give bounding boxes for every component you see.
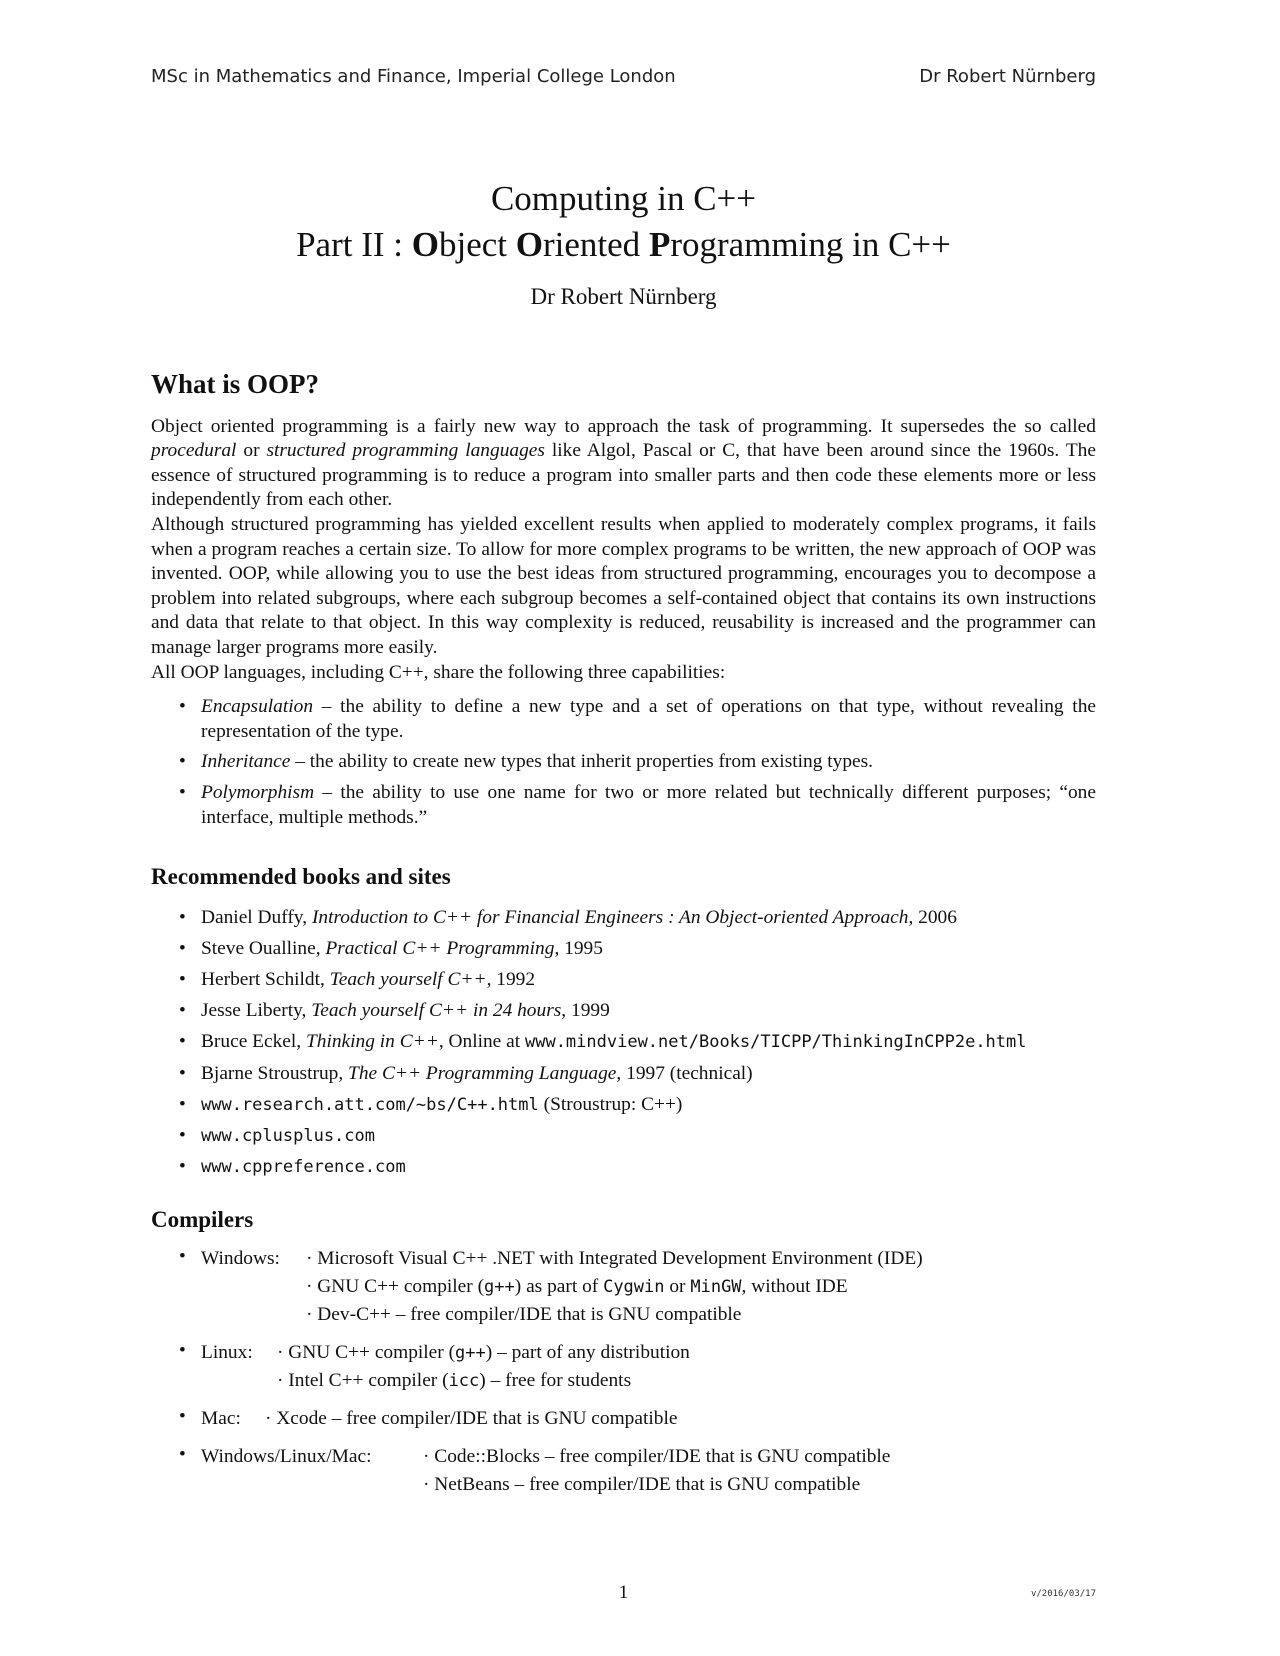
version-stamp: v/2016/03/17 bbox=[1030, 1589, 1096, 1599]
book-title: Introduction to C++ for Financial Engineers : An Object-oriented Approach bbox=[311, 906, 909, 928]
code: Cygwin bbox=[603, 1276, 665, 1297]
book-author: Bjarne Stroustrup, bbox=[201, 1062, 349, 1084]
text: , without IDE bbox=[741, 1275, 848, 1297]
title-bject: bject bbox=[438, 225, 516, 264]
paragraph-2: Although structured programming has yielded excellent results when applied to moderately complex programs, it fails when a program reaches a certain size. To allow for more complex programs to be written, the new approach of OOP was invented. OOP, while allowing you to use the best ideas from structured programming, encourages you to decompose a problem into related subgroups, where each subgroup becomes a self-contained object that contains its own instructions and data that relate to that object. In this way complexity is reduced, reusability is increased and the programmer can manage larger programs more easily. bbox=[151, 513, 1096, 658]
text: ) – free for students bbox=[479, 1369, 632, 1391]
list-item bbox=[151, 995, 1096, 1026]
text: like Algol, Pascal or C, that have been around since the 1960s. The essence of structured programming is to reduce a program into smaller parts and then code these elements more or less independently from each other. bbox=[151, 440, 1096, 511]
title-rogramming: rogramming in C++ bbox=[670, 225, 951, 264]
text: or bbox=[664, 1275, 691, 1297]
book-title: Teach yourself C++ bbox=[329, 969, 487, 991]
text: · GNU C++ compiler ( bbox=[306, 1275, 485, 1297]
book-title: Thinking in C++ bbox=[305, 1031, 439, 1053]
platform-label: • Linux: bbox=[201, 1341, 253, 1363]
book-title: The C++ Programming Language bbox=[348, 1062, 617, 1084]
option: · Dev-C++ – free compiler/IDE that is GNU compatible bbox=[306, 1303, 742, 1325]
author: Dr Robert Nürnberg bbox=[530, 284, 717, 309]
term: Polymorphism bbox=[201, 781, 315, 803]
compilers-list bbox=[151, 1245, 1096, 1499]
page-number: 1 bbox=[618, 1582, 629, 1603]
options bbox=[265, 1405, 677, 1433]
section-books bbox=[151, 865, 1096, 1182]
site-url[interactable]: www.cplusplus.com bbox=[201, 1126, 375, 1146]
options bbox=[423, 1443, 890, 1499]
list-item bbox=[151, 1026, 1096, 1057]
title-block bbox=[151, 176, 1096, 310]
description: – the ability to create new types that inherit properties from existing types. bbox=[290, 751, 874, 773]
code: MinGW bbox=[690, 1276, 742, 1297]
paragraph-1 bbox=[151, 415, 1096, 513]
title-line-2 bbox=[151, 222, 1096, 268]
text: or bbox=[236, 440, 267, 462]
document-page bbox=[151, 0, 1096, 1656]
list-item bbox=[151, 1151, 1096, 1182]
title-prefix: Part II : bbox=[296, 225, 412, 264]
title-o1: O bbox=[411, 225, 439, 264]
text: · GNU C++ compiler ( bbox=[277, 1341, 456, 1363]
options bbox=[306, 1245, 923, 1329]
section-heading: Recommended books and sites bbox=[151, 864, 451, 890]
option bbox=[277, 1339, 690, 1367]
book-year: , 1997 (technical) bbox=[616, 1062, 753, 1084]
list-item bbox=[151, 964, 1096, 995]
term: Inheritance bbox=[201, 751, 291, 773]
book-url[interactable]: www.mindview.net/Books/TICPP/ThinkingInCPP2e.html bbox=[524, 1032, 1027, 1053]
section-compilers bbox=[151, 1208, 1096, 1499]
option: · NetBeans – free compiler/IDE that is GNU compatible bbox=[423, 1473, 861, 1495]
site-note: (Stroustrup: C++) bbox=[538, 1093, 683, 1115]
site-url[interactable]: www.cppreference.com bbox=[201, 1157, 406, 1178]
list-item bbox=[151, 750, 1096, 775]
title-p: P bbox=[648, 225, 671, 264]
book-year: , 1995 bbox=[554, 937, 603, 959]
book-author: Jesse Liberty, bbox=[201, 1000, 312, 1022]
list-item bbox=[151, 902, 1096, 933]
header-right: Dr Robert Nürnberg bbox=[919, 66, 1096, 87]
list-item-mac bbox=[151, 1405, 1096, 1433]
section-heading: Compilers bbox=[151, 1207, 254, 1233]
running-header bbox=[151, 66, 1096, 87]
document-body bbox=[151, 369, 1096, 1509]
capabilities-list bbox=[151, 695, 1096, 830]
paragraph-3: All OOP languages, including C++, share the following three capabilities: bbox=[151, 661, 726, 683]
book-author: Daniel Duffy, bbox=[201, 906, 312, 928]
book-author: Steve Oualline, bbox=[201, 937, 326, 959]
book-year: , 2006 bbox=[908, 906, 957, 928]
list-item-linux bbox=[151, 1339, 1096, 1395]
list-item-all-platforms bbox=[151, 1443, 1096, 1499]
site-url[interactable]: www.research.att.com/~bs/C++.html bbox=[201, 1094, 539, 1115]
title-riented: riented bbox=[543, 225, 649, 264]
text: Object oriented programming is a fairly new way to approach the task of programming. It supersedes the so called bbox=[151, 415, 1096, 437]
options bbox=[277, 1339, 690, 1395]
book-author: Bruce Eckel, bbox=[201, 1031, 306, 1053]
list-item bbox=[151, 1058, 1096, 1089]
code: g++ bbox=[484, 1276, 515, 1297]
list-item bbox=[151, 695, 1096, 744]
section-heading: What is OOP? bbox=[151, 369, 320, 399]
platform-label: • Mac: bbox=[201, 1407, 241, 1429]
section-what-is-oop bbox=[151, 369, 1096, 830]
text: ) – part of any distribution bbox=[485, 1341, 690, 1363]
code: g++ bbox=[455, 1342, 486, 1363]
books-list bbox=[151, 902, 1096, 1183]
code: icc bbox=[448, 1370, 480, 1391]
option bbox=[306, 1273, 923, 1301]
list-item-windows bbox=[151, 1245, 1096, 1329]
option: · Microsoft Visual C++ .NET with Integrated Development Environment (IDE) bbox=[306, 1247, 923, 1269]
platform-label: • Windows: bbox=[201, 1247, 280, 1269]
list-item bbox=[151, 933, 1096, 964]
option: · Code::Blocks – free compiler/IDE that is GNU compatible bbox=[423, 1445, 891, 1467]
emphasis: structured programming languages bbox=[266, 440, 545, 462]
list-item bbox=[151, 1120, 1096, 1151]
book-year: , 1999 bbox=[561, 1000, 610, 1022]
option bbox=[277, 1367, 690, 1395]
description: – the ability to define a new type and a set of operations on that type, without revealing the representation of the type. bbox=[201, 696, 1096, 742]
header-left: MSc in Mathematics and Finance, Imperial College London bbox=[151, 66, 676, 87]
book-author: Herbert Schildt, bbox=[201, 969, 330, 991]
term: Encapsulation bbox=[201, 696, 314, 718]
emphasis: procedural bbox=[151, 440, 237, 462]
text: · Intel C++ compiler ( bbox=[277, 1369, 449, 1391]
list-item bbox=[151, 781, 1096, 830]
book-year: , Online at bbox=[438, 1031, 525, 1053]
list-item bbox=[151, 1089, 1096, 1120]
book-title: Teach yourself C++ in 24 hours bbox=[311, 1000, 562, 1022]
platform-label: • Windows/Linux/Mac: bbox=[201, 1445, 372, 1467]
text: ) as part of bbox=[514, 1275, 604, 1297]
title-o2: O bbox=[515, 225, 543, 264]
title-line-1: Computing in C++ bbox=[490, 179, 757, 218]
book-title: Practical C++ Programming bbox=[325, 937, 555, 959]
description: – the ability to use one name for two or more related but technically different purposes; “one interface, multiple methods.” bbox=[201, 781, 1096, 828]
option: · Xcode – free compiler/IDE that is GNU compatible bbox=[265, 1407, 678, 1429]
book-year: , 1992 bbox=[486, 969, 536, 991]
